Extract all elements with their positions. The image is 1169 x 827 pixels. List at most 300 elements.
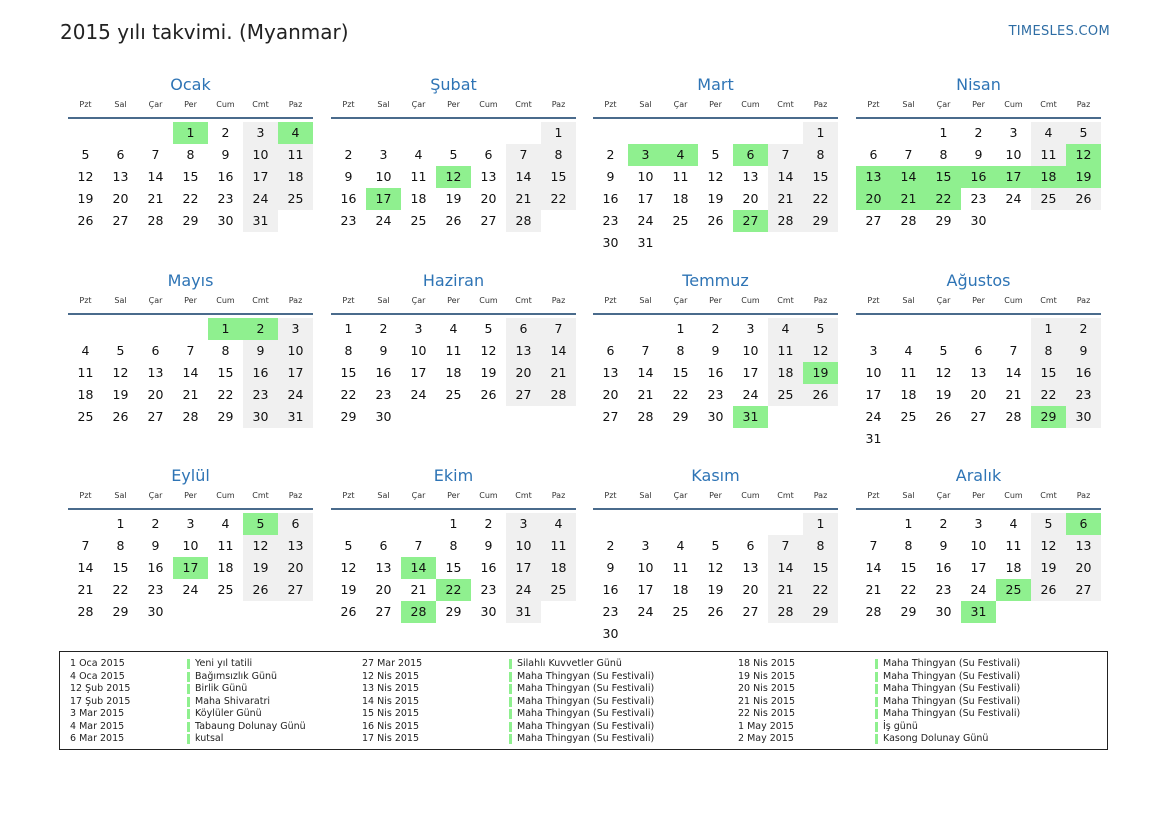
day-cell: 8: [344, 343, 353, 358]
weekday-label: Sal: [114, 100, 127, 109]
day-cell: 2: [344, 147, 353, 162]
day-cell: 17: [742, 365, 759, 380]
day-cell: 23: [970, 191, 987, 206]
day-cell-holiday: 31: [733, 406, 768, 428]
day-cell: 19: [1031, 557, 1066, 579]
legend-holiday-marker: [875, 722, 878, 732]
day-cell: 3: [186, 516, 195, 531]
day-cell: 16: [1066, 362, 1101, 384]
day-cell: 13: [742, 560, 759, 575]
month-title: Temmuz: [682, 271, 749, 290]
day-cell: 20: [742, 191, 759, 206]
weekday-label: Pzt: [867, 296, 880, 305]
day-cell: 2: [379, 321, 388, 336]
legend-date: 12 Nis 2015: [362, 670, 419, 682]
day-cell: 30: [147, 604, 164, 619]
legend-holiday-marker: [187, 684, 190, 694]
day-cell: 13: [970, 365, 987, 380]
day-cell: 24: [970, 582, 987, 597]
legend-holiday-name: Maha Thingyan (Su Festivali): [883, 658, 1021, 669]
day-cell: 25: [900, 409, 917, 424]
day-cell: 22: [340, 387, 357, 402]
day-cell: 5: [116, 343, 125, 358]
day-cell: 30: [935, 604, 952, 619]
legend-date: 19 Nis 2015: [738, 670, 795, 682]
legend-holiday-marker: [875, 672, 878, 682]
day-cell: 12: [803, 340, 838, 362]
day-cell: 24: [182, 582, 199, 597]
weekday-label: Per: [972, 100, 985, 109]
day-cell: 22: [672, 387, 689, 402]
day-cell: 14: [637, 365, 654, 380]
day-cell: 29: [803, 601, 838, 623]
day-cell: 7: [869, 538, 878, 553]
day-cell-holiday: 6: [733, 144, 768, 166]
header-divider: [856, 117, 1101, 119]
month-title: Aralık: [955, 466, 1002, 485]
weekday-header: [856, 296, 1101, 308]
legend-date: 1 Oca 2015: [70, 658, 125, 669]
day-cell-holiday: 1: [208, 318, 243, 340]
day-cell: 9: [484, 538, 493, 553]
day-cell: 26: [935, 409, 952, 424]
weekday-label: Per: [447, 296, 460, 305]
day-cell: 19: [935, 387, 952, 402]
day-cell: 8: [449, 538, 458, 553]
day-cell: 23: [375, 387, 392, 402]
legend-holiday-name: Maha Thingyan (Su Festivali): [883, 683, 1021, 694]
day-cell: 13: [506, 340, 541, 362]
day-cell: 24: [410, 387, 427, 402]
day-cell: 8: [541, 144, 576, 166]
day-cell: 16: [217, 169, 234, 184]
day-cell: 22: [1031, 384, 1066, 406]
day-cell: 25: [1031, 188, 1066, 210]
day-cell: 30: [970, 213, 987, 228]
day-cell: 6: [116, 147, 125, 162]
day-cell: 4: [676, 538, 685, 553]
day-cell: 11: [1031, 144, 1066, 166]
day-cell: 3: [414, 321, 423, 336]
day-cell: 6: [746, 538, 755, 553]
weekday-label: Paz: [813, 491, 828, 500]
day-cell: 18: [768, 362, 803, 384]
weekday-label: Paz: [813, 296, 828, 305]
weekday-label: Sal: [639, 296, 652, 305]
legend-holiday-name: Silahlı Kuvvetler Günü: [517, 658, 622, 669]
day-cell-holiday: 17: [366, 188, 401, 210]
day-cell-holiday: 4: [278, 122, 313, 144]
day-cell-holiday: 17: [996, 166, 1031, 188]
day-cell: 26: [707, 213, 724, 228]
weekday-label: Çar: [148, 296, 163, 305]
day-cell: 12: [1031, 535, 1066, 557]
header-divider: [593, 117, 838, 119]
day-cell: 20: [375, 582, 392, 597]
day-cell: 20: [970, 387, 987, 402]
day-cell: 6: [974, 343, 983, 358]
day-cell: 3: [746, 321, 755, 336]
day-cell: 11: [410, 169, 427, 184]
day-cell: 21: [1005, 387, 1022, 402]
weekday-label: Per: [184, 491, 197, 500]
day-cell: 24: [278, 384, 313, 406]
day-cell: 24: [1005, 191, 1022, 206]
day-cell: 17: [410, 365, 427, 380]
day-cell: 1: [803, 122, 838, 144]
weekday-label: Sal: [902, 296, 915, 305]
legend-holiday-name: Maha Thingyan (Su Festivali): [517, 670, 655, 682]
day-cell-holiday: 12: [1066, 144, 1101, 166]
weekday-header: [68, 296, 313, 308]
legend-date: 6 Mar 2015: [70, 733, 125, 744]
day-cell: 10: [375, 169, 392, 184]
legend-date: 12 Şub 2015: [70, 683, 131, 694]
day-cell: 10: [1005, 147, 1022, 162]
legend-holiday-name: Maha Thingyan (Su Festivali): [883, 695, 1021, 707]
day-cell: 28: [900, 213, 917, 228]
legend-holiday-marker: [509, 709, 512, 719]
day-cell: 9: [344, 169, 353, 184]
legend-holiday-marker: [875, 697, 878, 707]
day-cell: 3: [869, 343, 878, 358]
day-cell: 28: [506, 210, 541, 232]
day-cell: 16: [602, 582, 619, 597]
day-cell: 31: [865, 431, 882, 446]
day-cell: 28: [1005, 409, 1022, 424]
weekday-label: Çar: [411, 491, 426, 500]
day-cell: 3: [243, 122, 278, 144]
day-cell: 11: [77, 365, 94, 380]
weekday-label: Cmt: [777, 491, 794, 500]
month-title: Mayıs: [167, 271, 214, 290]
legend-holiday-marker: [187, 672, 190, 682]
day-cell: 27: [506, 384, 541, 406]
day-cell: 14: [865, 560, 882, 575]
day-cell: 12: [935, 365, 952, 380]
day-cell: 11: [672, 169, 689, 184]
day-cell: 5: [484, 321, 493, 336]
day-cell: 4: [768, 318, 803, 340]
day-cell: 18: [672, 582, 689, 597]
day-cell: 26: [112, 409, 129, 424]
day-cell: 23: [1066, 384, 1101, 406]
day-cell: 4: [449, 321, 458, 336]
day-cell: 28: [147, 213, 164, 228]
day-cell-holiday: 13: [856, 166, 891, 188]
weekday-header: [856, 491, 1101, 503]
day-cell: 23: [935, 582, 952, 597]
day-cell-holiday: 4: [663, 144, 698, 166]
legend-holiday-marker: [187, 734, 190, 744]
day-cell: 25: [278, 188, 313, 210]
day-cell-holiday: 5: [243, 513, 278, 535]
day-cell: 16: [935, 560, 952, 575]
day-cell: 14: [768, 557, 803, 579]
day-cell: 30: [375, 409, 392, 424]
day-cell: 1: [803, 513, 838, 535]
day-cell: 4: [414, 147, 423, 162]
day-cell: 27: [970, 409, 987, 424]
day-cell: 20: [602, 387, 619, 402]
day-cell: 22: [541, 188, 576, 210]
day-cell: 18: [217, 560, 234, 575]
day-cell: 10: [278, 340, 313, 362]
weekday-label: Çar: [148, 491, 163, 500]
day-cell: 21: [77, 582, 94, 597]
day-cell: 7: [541, 318, 576, 340]
day-cell: 18: [278, 166, 313, 188]
day-cell: 4: [1031, 122, 1066, 144]
day-cell: 10: [410, 343, 427, 358]
weekday-label: Sal: [639, 491, 652, 500]
day-cell: 26: [480, 387, 497, 402]
day-cell: 14: [1005, 365, 1022, 380]
legend-date: 1 May 2015: [738, 720, 794, 732]
day-cell: 5: [1031, 513, 1066, 535]
day-cell: 15: [217, 365, 234, 380]
day-cell: 26: [445, 213, 462, 228]
weekday-label: Çar: [673, 296, 688, 305]
day-cell: 19: [340, 582, 357, 597]
weekday-header: [331, 100, 576, 112]
day-cell: 30: [217, 213, 234, 228]
weekday-label: Cum: [216, 491, 235, 500]
day-cell: 18: [410, 191, 427, 206]
day-cell: 12: [243, 535, 278, 557]
weekday-label: Cmt: [1040, 491, 1057, 500]
day-cell: 27: [602, 409, 619, 424]
day-cell: 25: [217, 582, 234, 597]
day-cell: 31: [278, 406, 313, 428]
day-cell: 15: [340, 365, 357, 380]
day-cell: 15: [672, 365, 689, 380]
weekday-label: Sal: [902, 100, 915, 109]
day-cell: 11: [672, 560, 689, 575]
day-cell: 15: [112, 560, 129, 575]
day-cell-holiday: 21: [891, 188, 926, 210]
legend-holiday-name: Bağımsızlık Günü: [195, 670, 278, 682]
header-divider: [856, 313, 1101, 315]
day-cell: 8: [939, 147, 948, 162]
legend-holiday-name: Maha Thingyan (Su Festivali): [517, 695, 655, 707]
day-cell: 7: [506, 144, 541, 166]
day-cell: 10: [506, 535, 541, 557]
day-cell: 21: [768, 579, 803, 601]
day-cell: 13: [278, 535, 313, 557]
day-cell-holiday: 18: [1031, 166, 1066, 188]
legend-holiday-marker: [875, 709, 878, 719]
day-cell: 27: [480, 213, 497, 228]
weekday-label: Per: [709, 100, 722, 109]
weekday-label: Pzt: [867, 491, 880, 500]
weekday-label: Cum: [479, 491, 498, 500]
day-cell: 29: [900, 604, 917, 619]
day-cell: 15: [445, 560, 462, 575]
brand-link[interactable]: TIMESLES.COM: [1008, 24, 1110, 39]
day-cell: 14: [768, 166, 803, 188]
day-cell: 12: [112, 365, 129, 380]
day-cell: 25: [445, 387, 462, 402]
day-cell: 18: [541, 557, 576, 579]
day-cell: 20: [506, 362, 541, 384]
day-cell: 1: [939, 125, 948, 140]
day-cell: 29: [803, 210, 838, 232]
header-divider: [68, 117, 313, 119]
weekday-header: [68, 100, 313, 112]
legend-holiday-name: Yeni yıl tatili: [195, 658, 253, 669]
day-cell: 20: [480, 191, 497, 206]
header-divider: [68, 508, 313, 510]
day-cell: 23: [217, 191, 234, 206]
day-cell: 28: [637, 409, 654, 424]
day-cell: 6: [869, 147, 878, 162]
day-cell: 13: [480, 169, 497, 184]
legend-holiday-name: Maha Thingyan (Su Festivali): [517, 733, 655, 744]
day-cell: 7: [768, 535, 803, 557]
day-cell-holiday: 3: [628, 144, 663, 166]
day-cell: 21: [541, 362, 576, 384]
day-cell: 13: [742, 169, 759, 184]
day-cell: 27: [112, 213, 129, 228]
day-cell: 21: [637, 387, 654, 402]
day-cell: 13: [112, 169, 129, 184]
weekday-header: [593, 491, 838, 503]
month-title: Şubat: [430, 75, 477, 94]
day-cell: 19: [77, 191, 94, 206]
legend-holiday-marker: [875, 659, 878, 669]
day-cell: 14: [182, 365, 199, 380]
weekday-label: Paz: [1076, 491, 1091, 500]
weekday-label: Sal: [639, 100, 652, 109]
day-cell: 26: [1031, 579, 1066, 601]
day-cell: 23: [602, 213, 619, 228]
day-cell: 19: [243, 557, 278, 579]
weekday-label: Cum: [741, 100, 760, 109]
day-cell: 30: [1066, 406, 1101, 428]
day-cell: 14: [506, 166, 541, 188]
day-cell: 14: [77, 560, 94, 575]
day-cell: 4: [221, 516, 230, 531]
day-cell: 30: [602, 235, 619, 250]
day-cell-holiday: 28: [401, 601, 436, 623]
weekday-label: Per: [972, 491, 985, 500]
day-cell: 12: [340, 560, 357, 575]
header-divider: [856, 508, 1101, 510]
day-cell: 5: [344, 538, 353, 553]
header-divider: [331, 117, 576, 119]
day-cell: 1: [904, 516, 913, 531]
day-cell: 16: [602, 191, 619, 206]
day-cell: 24: [375, 213, 392, 228]
day-cell: 21: [182, 387, 199, 402]
day-cell-holiday: 19: [803, 362, 838, 384]
day-cell: 20: [278, 557, 313, 579]
weekday-label: Çar: [148, 100, 163, 109]
legend-holiday-name: İş günü: [883, 720, 918, 732]
day-cell: 4: [904, 343, 913, 358]
day-cell: 28: [768, 601, 803, 623]
legend-holiday-marker: [509, 672, 512, 682]
day-cell: 22: [112, 582, 129, 597]
day-cell: 12: [77, 169, 94, 184]
day-cell: 27: [375, 604, 392, 619]
day-cell: 10: [970, 538, 987, 553]
day-cell: 15: [900, 560, 917, 575]
header-divider: [331, 313, 576, 315]
day-cell-holiday: 27: [733, 210, 768, 232]
day-cell: 1: [541, 122, 576, 144]
day-cell: 16: [147, 560, 164, 575]
legend-holiday-name: Maha Shivaratri: [195, 695, 271, 707]
day-cell: 11: [217, 538, 234, 553]
day-cell: 24: [742, 387, 759, 402]
day-cell: 12: [707, 560, 724, 575]
day-cell: 29: [182, 213, 199, 228]
day-cell-holiday: 22: [436, 579, 471, 601]
day-cell: 22: [182, 191, 199, 206]
day-cell-holiday: 29: [1031, 406, 1066, 428]
day-cell: 10: [865, 365, 882, 380]
day-cell: 5: [939, 343, 948, 358]
day-cell: 28: [865, 604, 882, 619]
day-cell-holiday: 1: [173, 122, 208, 144]
day-cell: 19: [707, 191, 724, 206]
day-cell: 16: [707, 365, 724, 380]
day-cell: 8: [1031, 340, 1066, 362]
day-cell: 21: [768, 188, 803, 210]
day-cell: 6: [606, 343, 615, 358]
day-cell: 22: [900, 582, 917, 597]
legend-date: 22 Nis 2015: [738, 708, 795, 719]
day-cell: 7: [1009, 343, 1018, 358]
day-cell: 10: [742, 343, 759, 358]
weekday-label: Pzt: [604, 491, 617, 500]
weekday-label: Cmt: [252, 491, 269, 500]
day-cell: 1: [676, 321, 685, 336]
month-title: Nisan: [956, 75, 1001, 94]
day-cell: 15: [803, 166, 838, 188]
day-cell: 2: [1066, 318, 1101, 340]
day-cell: 9: [606, 169, 615, 184]
day-cell: 9: [221, 147, 230, 162]
weekday-label: Cum: [216, 296, 235, 305]
month-title: Ekim: [433, 466, 474, 485]
day-cell: 7: [81, 538, 90, 553]
weekday-label: Per: [709, 296, 722, 305]
weekday-label: Cmt: [252, 100, 269, 109]
day-cell: 11: [768, 340, 803, 362]
day-cell: 1: [1031, 318, 1066, 340]
header-divider: [593, 508, 838, 510]
weekday-label: Sal: [377, 100, 390, 109]
legend-holiday-name: Maha Thingyan (Su Festivali): [517, 683, 655, 694]
legend-date: 21 Nis 2015: [738, 695, 795, 707]
weekday-label: Paz: [1076, 100, 1091, 109]
weekday-label: Çar: [936, 491, 951, 500]
weekday-label: Paz: [288, 100, 303, 109]
weekday-label: Paz: [288, 296, 303, 305]
weekday-label: Cum: [216, 100, 235, 109]
day-cell: 13: [147, 365, 164, 380]
day-cell: 5: [711, 538, 720, 553]
day-cell: 24: [637, 213, 654, 228]
day-cell: 14: [541, 340, 576, 362]
month-title: Ocak: [170, 75, 211, 94]
day-cell: 3: [379, 147, 388, 162]
day-cell: 1: [116, 516, 125, 531]
day-cell: 21: [506, 188, 541, 210]
